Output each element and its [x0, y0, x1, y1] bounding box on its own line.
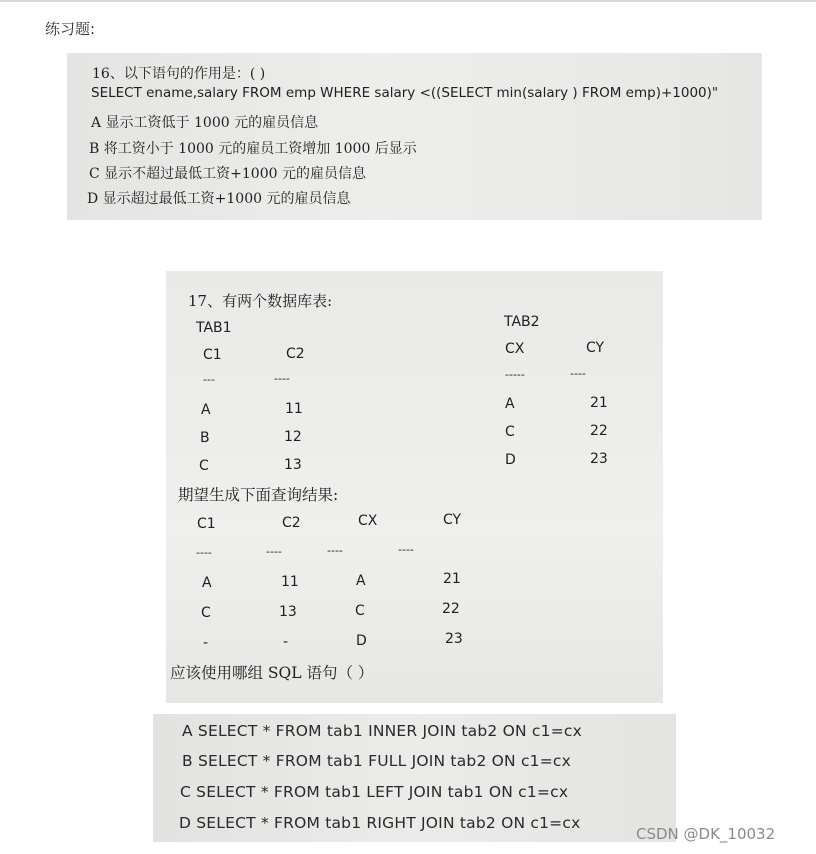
- result-header-c2: C2: [282, 515, 301, 531]
- tab2-r2-cx: C: [505, 424, 515, 440]
- tab2-name: TAB2: [504, 314, 540, 330]
- result-sep-cx: ----: [327, 544, 343, 557]
- q16-sql: SELECT ename,salary FROM emp WHERE salary <((SELECT min(salary ) FROM emp)+1000)": [91, 85, 719, 101]
- tab1-sep-c1: ---: [203, 373, 215, 386]
- tab2-sep-cy: ----: [570, 367, 586, 380]
- result-header-c1: C1: [197, 516, 216, 532]
- result-r3-cx: D: [356, 633, 367, 649]
- q16-option-b: B 将工资小于 1000 元的雇员工资增加 1000 后显示: [89, 141, 417, 157]
- result-r1-c2: 11: [281, 574, 299, 590]
- tab2-r1-cy: 21: [590, 395, 608, 411]
- result-header-cy: CY: [443, 512, 462, 528]
- tab2-header-cy: CY: [586, 340, 605, 356]
- tab2-header-cx: CX: [505, 341, 525, 357]
- q16-option-a: A 显示工资低于 1000 元的雇员信息: [91, 115, 319, 131]
- q17-question: 17、有两个数据库表:: [188, 292, 333, 310]
- result-r2-cx: C: [355, 603, 365, 619]
- result-sep-c2: ----: [266, 545, 282, 558]
- q16-option-d: D 显示超过最低工资+1000 元的雇员信息: [87, 191, 351, 207]
- result-r2-c1: C: [201, 605, 211, 621]
- result-r1-cy: 21: [443, 571, 461, 587]
- tab1-r1-c2: 11: [285, 401, 303, 417]
- result-r1-cx: A: [356, 573, 366, 589]
- tab1-r3-c1: C: [199, 458, 209, 474]
- page-heading: 练习题:: [45, 20, 96, 38]
- result-header-cx: CX: [358, 513, 378, 529]
- tab2-r3-cx: D: [505, 452, 516, 468]
- tab1-r1-c1: A: [201, 402, 211, 418]
- question-17-options-image: [153, 714, 676, 842]
- result-r1-c1: A: [202, 575, 212, 591]
- result-r2-cy: 22: [442, 601, 460, 617]
- tab2-r3-cy: 23: [590, 451, 608, 467]
- q16-option-c: C 显示不超过最低工资+1000 元的雇员信息: [89, 166, 366, 182]
- tab1-sep-c2: ----: [274, 372, 290, 385]
- tab2-sep-cx: -----: [505, 368, 525, 381]
- tab1-header-c1: C1: [203, 347, 222, 363]
- question-16-image: [67, 53, 762, 220]
- tab2-r1-cx: A: [505, 396, 515, 412]
- tab1-r2-c2: 12: [284, 429, 302, 445]
- result-r2-c2: 13: [279, 604, 297, 620]
- tab1-r3-c2: 13: [284, 457, 302, 473]
- tab1-header-c2: C2: [286, 346, 305, 362]
- q17-option-d: D SELECT * FROM tab1 RIGHT JOIN tab2 ON c1=cx: [179, 814, 581, 832]
- result-r3-c2: -: [283, 634, 289, 650]
- tab1-r2-c1: B: [200, 430, 210, 446]
- q17-expected-label: 期望生成下面查询结果:: [178, 486, 339, 504]
- result-r3-cy: 23: [445, 631, 463, 647]
- q17-option-c: C SELECT * FROM tab1 LEFT JOIN tab1 ON c1=cx: [180, 783, 569, 801]
- q17-option-b: B SELECT * FROM tab1 FULL JOIN tab2 ON c1=cx: [182, 752, 572, 770]
- q17-ask: 应该使用哪组 SQL 语句（ ）: [170, 664, 374, 682]
- question-17-image: [166, 271, 663, 703]
- result-r3-c1: -: [203, 635, 209, 651]
- q16-question: 16、以下语句的作用是：( ): [92, 66, 266, 82]
- tab2-r2-cy: 22: [590, 423, 608, 439]
- result-sep-c1: ----: [196, 546, 212, 559]
- result-sep-cy: ----: [398, 543, 414, 556]
- tab1-name: TAB1: [196, 320, 232, 336]
- q17-option-a: A SELECT * FROM tab1 INNER JOIN tab2 ON c1=cx: [182, 722, 582, 740]
- top-divider: [0, 0, 816, 2]
- csdn-watermark: CSDN @DK_10032: [636, 825, 776, 843]
